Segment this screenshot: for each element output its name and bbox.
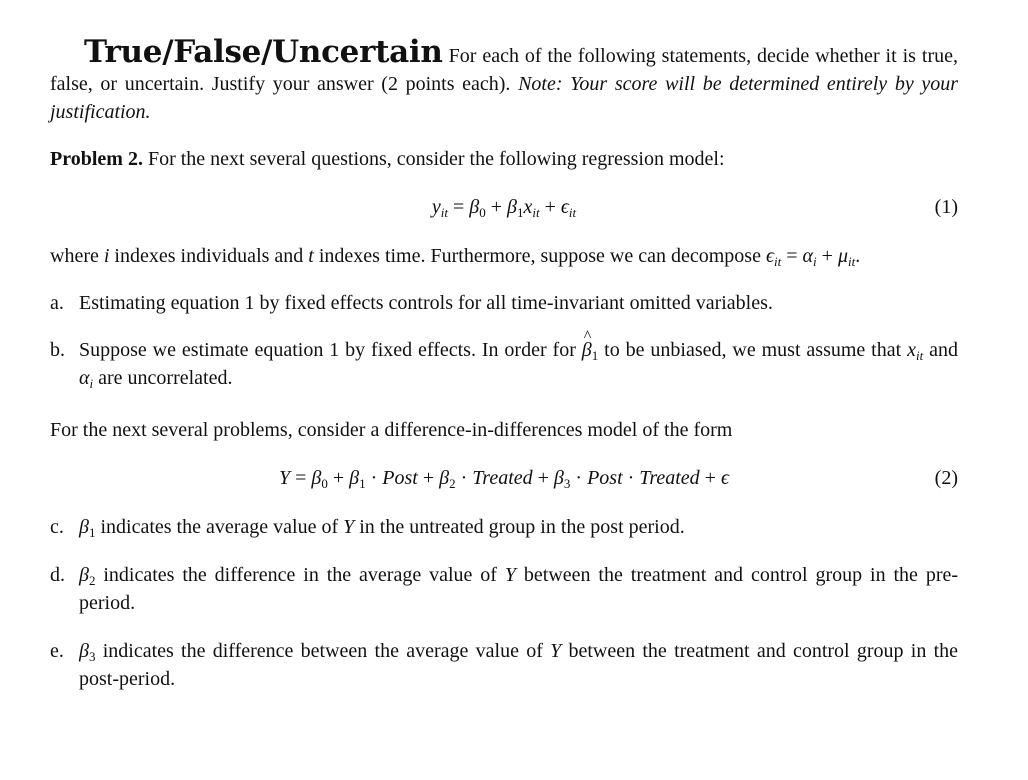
item-d-text-2: between the treatment and control group in the pre-period.: [79, 564, 959, 614]
intro-paragraph: [50, 34, 959, 126]
where-text-1: where: [50, 245, 99, 267]
item-b-text-1: Suppose we estimate equation 1 by fixed effects. In order for: [79, 339, 576, 361]
alpha-i: $\alpha_i$: [79, 367, 94, 391]
problem-label: Problem 2.: [50, 148, 143, 170]
y-variable: Y: [343, 516, 355, 538]
item-marker-e: e.: [50, 640, 64, 662]
index-t: t: [308, 245, 314, 267]
problem-heading: [50, 145, 958, 173]
list-item-e: [50, 637, 958, 693]
item-b-text-3: and: [929, 339, 959, 361]
y-variable: Y: [550, 640, 562, 662]
note-label: Note:: [518, 73, 563, 95]
post-label-2: Post: [587, 467, 623, 489]
where-text-3: indexes time. Furthermore, suppose we can decompose: [318, 245, 761, 267]
where-paragraph: where i indexes individuals and t indexes time. Furthermore, suppose we can decompose $\epsilon_{it} = \alpha_i + \mu_{it}$.: [50, 245, 861, 269]
item-marker-c: c.: [50, 516, 64, 538]
item-marker-d: d.: [50, 564, 65, 586]
list-item-c: [50, 513, 958, 541]
equation-2: [50, 463, 958, 493]
list-item-b: [50, 336, 958, 392]
item-c-text-1: indicates the average value of: [100, 516, 339, 538]
beta2: $\beta_2$: [79, 564, 96, 588]
list-item-a: [50, 289, 958, 317]
index-i: i: [103, 245, 110, 267]
equation-1-formula: $y_{it} = \beta_0 + \beta_1x_{it} + \epsilon_{it}$: [431, 196, 577, 220]
treated-label-2: Treated: [639, 467, 700, 489]
item-c-text-2: in the untreated group in the post period.: [359, 516, 685, 538]
error-decomposition: $\epsilon_{it} = \alpha_i + \mu_{it}$: [765, 245, 856, 269]
treated-label: Treated: [472, 467, 533, 489]
beta1-hat: ^ $\beta_1$: [582, 336, 598, 364]
x-it: $x_{it}$: [907, 339, 924, 363]
did-lead: For the next several problems, consider a difference-in-differences model of the form: [50, 419, 733, 441]
equation-1: [50, 192, 958, 222]
list-item-d: [50, 561, 958, 617]
instructions-text: For each of the following statements, decide whether it is true, false, or uncertain. Justify your answer (2 points each).: [50, 45, 959, 95]
document-page: [50, 34, 959, 693]
item-e-text-2: between the treatment and control group in the post-period.: [79, 640, 959, 690]
where-text-2: indexes individuals and: [114, 245, 304, 267]
section-title: True/False/Uncertain: [84, 34, 443, 70]
equation-2-number: (2): [934, 467, 958, 489]
item-marker-a: a.: [50, 292, 64, 314]
note-text: Your score will be determined entirely by your justification.: [50, 73, 958, 123]
problem-lead: For the next several questions, consider the following regression model:: [147, 148, 725, 170]
item-b-text-4: are uncorrelated.: [98, 367, 233, 389]
post-label: Post: [382, 467, 418, 489]
y-variable: Y: [504, 564, 516, 586]
beta1: $\beta_1$: [79, 516, 96, 540]
beta3: $\beta_3$: [79, 640, 96, 664]
item-a-text: Estimating equation 1 by fixed effects controls for all time-invariant omitted variables.: [79, 292, 773, 314]
equation-2-formula: $Y = \beta_0 + \beta_1$ · Post + $\beta_2$ · Treated + $\beta_3$ · Post · Treated + ϵ: [278, 467, 730, 491]
item-e-text-1: indicates the difference between the average value of: [102, 640, 543, 662]
equation-1-number: (1): [934, 196, 958, 218]
item-marker-b: b.: [50, 339, 65, 361]
item-b-text-2: to be unbiased, we must assume that: [604, 339, 902, 361]
item-d-text-1: indicates the difference in the average value of: [103, 564, 497, 586]
